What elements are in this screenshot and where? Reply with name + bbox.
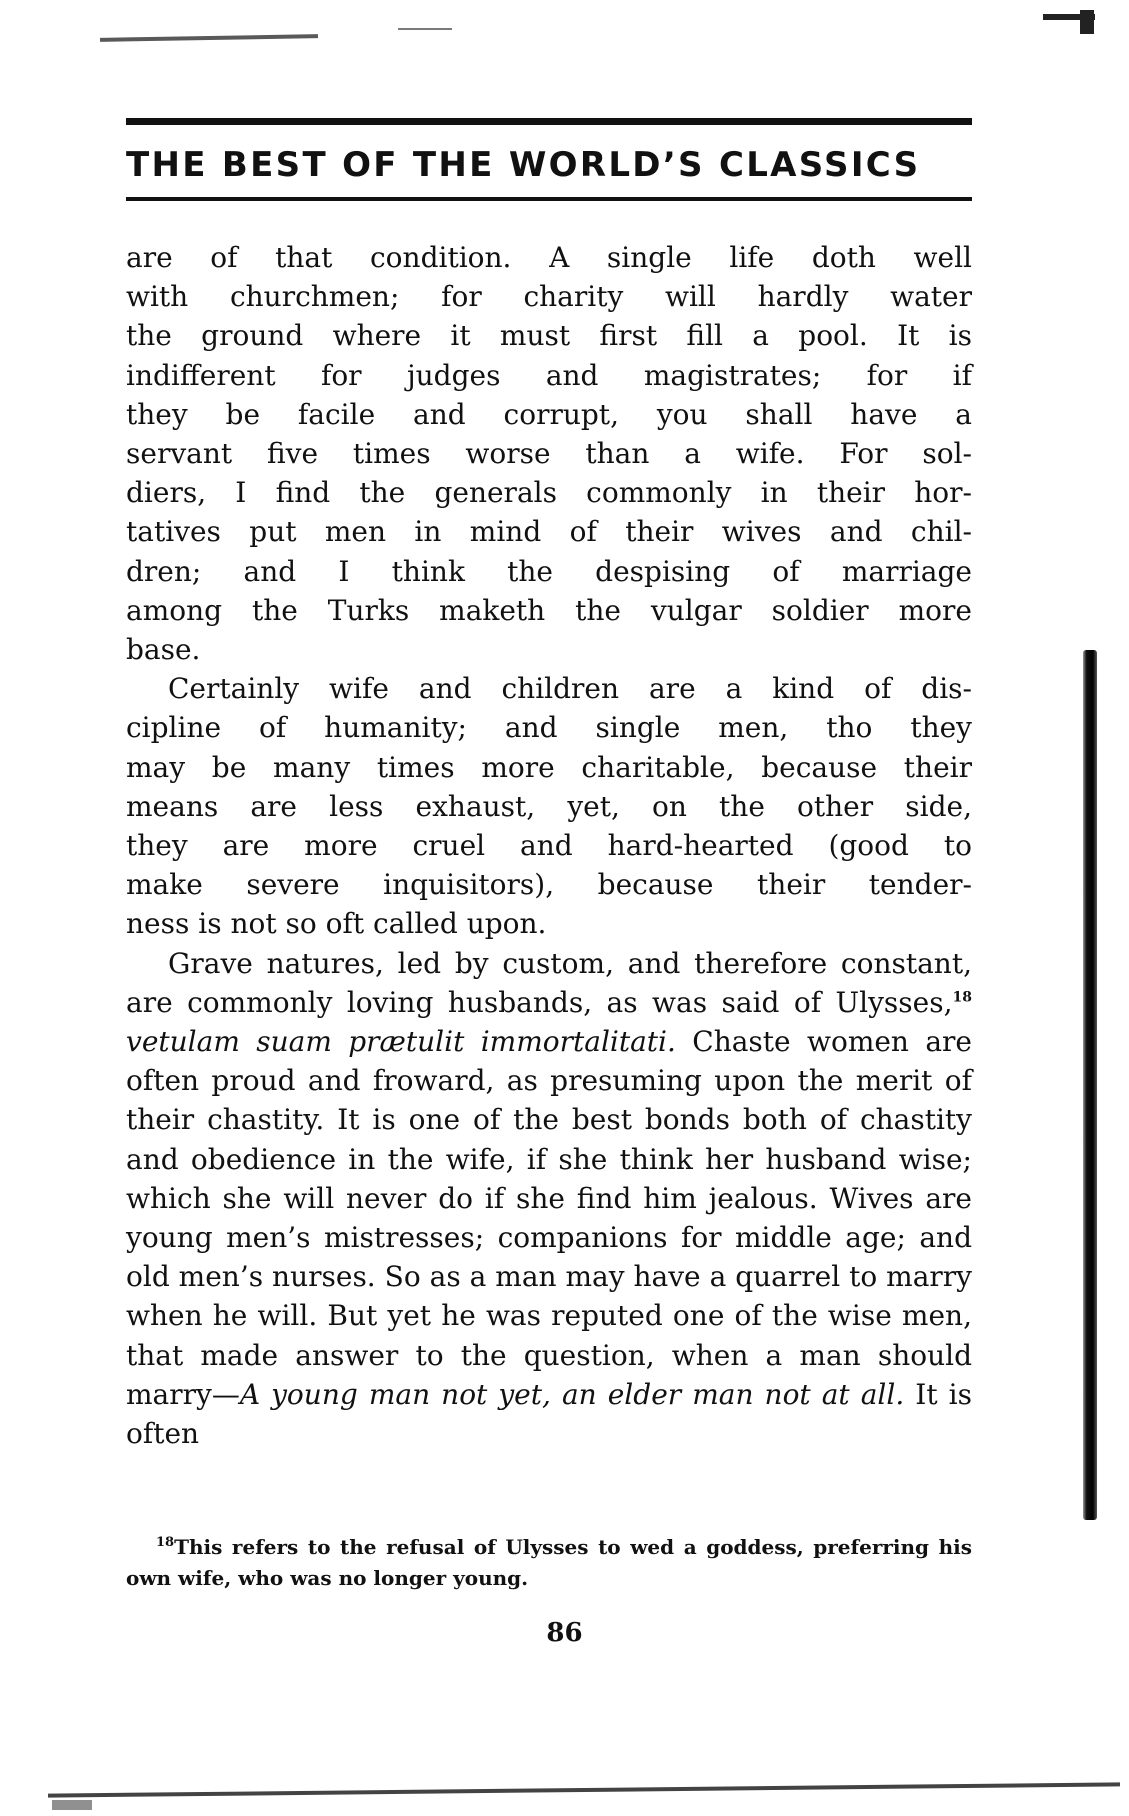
p3-text: It is often [126,1377,972,1451]
scan-mark-bottom [48,1782,1120,1797]
footnote-reference: 18 [952,989,972,1006]
scan-mark-top-middle [398,28,452,30]
p1-line: are of that condition. A single life doth well [126,241,972,274]
p1-line: among the Turks maketh the vulgar soldier more [126,593,972,627]
p1-line: they be facile and corrupt, you shall have a [126,397,972,431]
footnote-text: This refers to the refusal of Ulysses to wed a goddess, preferring his own wife, who was no longer young. [126,1535,972,1590]
p1-line: dren; and I think the despising of marriage [126,554,972,588]
p2-line: cipline of humanity; and single men, tho they [126,711,972,745]
body-text [126,238,972,1453]
header-rule-top [126,118,972,125]
p3-text: Grave natures, led by custom, and therefore constant, are commonly loving husbands, as was said of Ulysses, [126,946,972,1019]
footnote [126,1532,972,1594]
p1-line: indifferent for judges and magistrates; for if [126,358,972,392]
paragraph-1 [126,238,972,669]
p2-line: make severe inquisitors), because their tender- [126,868,972,902]
scan-mark-top-left [100,34,318,42]
p2-line: they are more cruel and hard-hearted (good to [126,829,972,863]
page-number: 86 [546,1618,583,1648]
paragraph-2 [126,669,972,943]
header-rule-bottom [126,197,972,201]
p2-line: Certainly wife and children are a kind of dis- [168,672,972,706]
p1-line: tatives put men in mind of their wives and chil- [126,515,972,549]
p2-line: means are less exhaust, yet, on the other side, [126,789,972,823]
p3-latin-quote: vetulam suam prætulit immortalitati. [126,1025,676,1059]
scan-mark-top-right-tab [1080,10,1094,34]
p2-line: ness is not so oft called upon. [126,907,547,941]
p1-line: diers, I find the generals commonly in their hor- [126,476,972,510]
p3-text: Chaste women are often proud and froward, as presuming upon the merit of their chastity. It is one of the best bonds both of chastity and obedience in the wife, if she think her husband wise; which she will never do if she find him jealous. Wives are young men’s mistresses; companions for middle age; and old men’s nurses. So as a man may have a quarrel to marry when he will. But yet he was reputed one of the wise men, that made answer to the question, when a man should marry— [126,1025,972,1411]
running-header-title: THE BEST OF THE WORLD’S CLASSICS [126,145,921,185]
p1-line: base. [126,633,201,667]
p2-line: may be many times more charitable, because their [126,750,972,784]
running-header [126,118,972,201]
footnote-number: 18 [156,1535,175,1551]
p3-italic-answer: A young man not yet, an elder man not at all. [239,1377,905,1411]
p1-line: servant five times worse than a wife. For sol- [126,437,972,471]
p1-line: the ground where it must first fill a pool. It is [126,319,972,353]
paragraph-3 [126,944,972,1454]
scan-mark-bottom-left [52,1800,92,1810]
scan-binding-edge [1083,650,1097,1520]
p1-line: with churchmen; for charity will hardly water [126,280,972,314]
